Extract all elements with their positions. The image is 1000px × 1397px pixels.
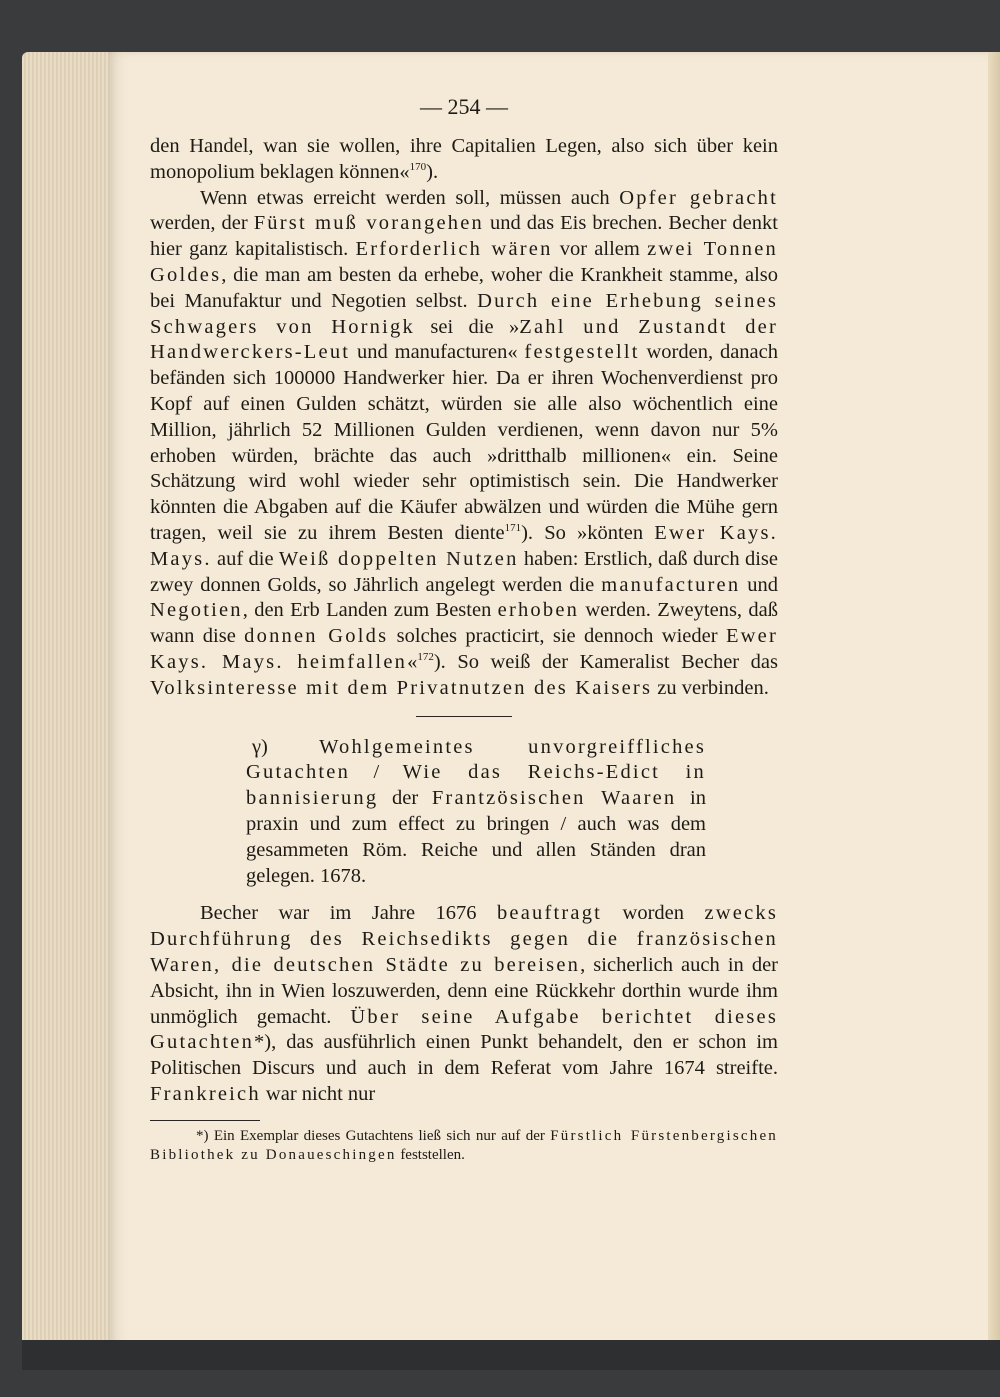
emphasis: Zahl und Zustandt der Handwerckers-Leut xyxy=(150,315,778,364)
emphasis: Ewer Kays. Mays. xyxy=(150,521,778,570)
book-page-edges xyxy=(22,52,117,1352)
text-run: ). So weiß der Kameralist Becher das xyxy=(433,650,778,673)
book-bottom-shadow xyxy=(22,1340,1000,1370)
page-number: — 254 — xyxy=(420,94,508,119)
emphasis: Negotien xyxy=(150,599,243,622)
text-run: in praxin und zum effect zu bringen / auch was dem gesammeten Röm. Reiche und allen Ständen dran gelegen. 1678. xyxy=(246,787,706,887)
text-run: und xyxy=(740,573,779,596)
emphasis: Wie das Reichs-Edict in bannisierung xyxy=(246,761,707,810)
emphasis: Opfer gebracht xyxy=(619,186,778,209)
section-heading xyxy=(150,735,778,890)
text-run: « xyxy=(407,650,418,673)
text-run: solches practicirt, sie dennoch wieder xyxy=(388,625,726,648)
text-run: ). So »könten xyxy=(521,521,655,544)
footnote-ref-171: 171 xyxy=(504,522,522,535)
text-run: vor allem xyxy=(552,238,648,261)
text-run: war nicht nur xyxy=(260,1082,376,1105)
emphasis: zwecks Durchführung des Reichsedikts gegen die französischen Waren, die deutschen Städte zu bereisen xyxy=(150,902,779,976)
footnote xyxy=(150,1127,778,1165)
paragraph-3 xyxy=(150,901,778,1107)
text-run: ). xyxy=(426,160,439,183)
text-run: worden, danach befänden sich 100000 Handwerker hier. Da er ihren Wochenverdienst pro Kopf auf einen Gulden schätzt, würden sie alle also wöchentlich eine Million, jährlich 52 Millionen Gulden verdienen, wenn davon nur 5% erhoben würden, brächte das auch »dritthalb millionen« ein. Seine Schätzung wird wohl wieder sehr optimistisch sein. Die Handwerker könnten die Abgaben auf die Käufer abwälzen und würden die Mühe gern tragen, weil sie zu ihrem Besten diente xyxy=(150,341,778,544)
emphasis: Durch eine Erhebung seines Schwagers von Hornigk xyxy=(150,289,778,338)
text-run: und das Eis brechen. Becher denkt hier ganz kapitalistisch. xyxy=(150,212,778,261)
text-run: werden, der xyxy=(150,212,254,235)
text-run: , die man am besten da erhebe, woher die Krankheit stamme, also bei Manufaktur und Negotien selbst. xyxy=(150,263,778,312)
text-run: feststellen. xyxy=(396,1146,465,1163)
emphasis: Frantzösischen Waaren xyxy=(431,787,677,810)
text-run: Becher war im Jahre 1676 xyxy=(200,902,497,925)
emphasis: manufacturen xyxy=(601,573,741,596)
text-run: *) Ein Exemplar dieses Gutachtens ließ sich nur auf der xyxy=(196,1127,551,1144)
footnote-ref-172: 172 xyxy=(417,651,434,664)
text-run: *), das ausführlich einen Punkt behandelt, den er schon im Politischen Discurs und auch in dem Referat vom Jahre 1674 streifte. xyxy=(150,1031,778,1080)
emphasis: erhoben xyxy=(497,599,580,622)
emphasis: Fürstlich Fürstenbergischen Bibliothek zu Donaueschingen xyxy=(150,1127,779,1163)
text-run: werden. Zweytens, daß wann dise xyxy=(150,599,778,648)
section-separator xyxy=(416,716,512,717)
emphasis: beauftragt xyxy=(496,902,603,925)
text-run: sei die » xyxy=(414,315,520,338)
emphasis: Fürst muß vorangehen xyxy=(253,212,484,235)
paragraph-2 xyxy=(150,186,778,702)
text-run: γ) xyxy=(252,735,320,758)
emphasis: Wohlgemeintes unvorgreiffliches Gutachten xyxy=(246,735,706,784)
paragraph-1 xyxy=(150,134,778,186)
text-run: auf die xyxy=(211,547,279,570)
emphasis: Ewer Kays. Mays. heimfallen xyxy=(150,625,779,673)
emphasis: zwei Tonnen Goldes xyxy=(150,238,778,286)
emphasis: Frankreich xyxy=(150,1082,261,1105)
emphasis: Weiß doppelten Nutzen xyxy=(278,547,519,570)
text-run: , den Erb Landen zum Besten xyxy=(242,599,498,622)
text-run: Wenn etwas erreicht werden soll, müssen auch xyxy=(200,186,620,209)
text-run: und manufacturen« xyxy=(350,341,525,364)
footnote-rule xyxy=(150,1120,260,1121)
text-run: der xyxy=(378,787,432,810)
emphasis: donnen Golds xyxy=(244,625,389,648)
facing-page-edge xyxy=(988,52,1000,1352)
emphasis: Volksinteresse mit dem Privatnutzen des Kaisers xyxy=(150,676,653,699)
page-content xyxy=(150,94,778,1165)
emphasis: Über seine Aufgabe berichtet dieses Gutachten xyxy=(150,1005,779,1054)
emphasis: Erforderlich wären xyxy=(355,238,553,261)
text-run: zu verbinden. xyxy=(652,676,769,699)
text-run: den Handel, wan sie wollen, ihre Capitalien Legen, also sich über kein monopolium beklagen können« xyxy=(150,135,778,183)
text-run: , sicherlich auch in der Absicht, ihn in Wien loszuwerden, denn eine Rückkehr dorthin wurde ihm unmöglich gemacht. xyxy=(150,953,778,1028)
footnote-ref-170: 170 xyxy=(409,160,427,173)
text-run: / xyxy=(350,761,403,784)
text-run: haben: Erstlich, daß durch dise zwey donnen Golds, so Jährlich angelegt werden die xyxy=(150,547,778,596)
emphasis: festgestellt xyxy=(524,341,640,364)
text-run: worden xyxy=(602,902,705,925)
